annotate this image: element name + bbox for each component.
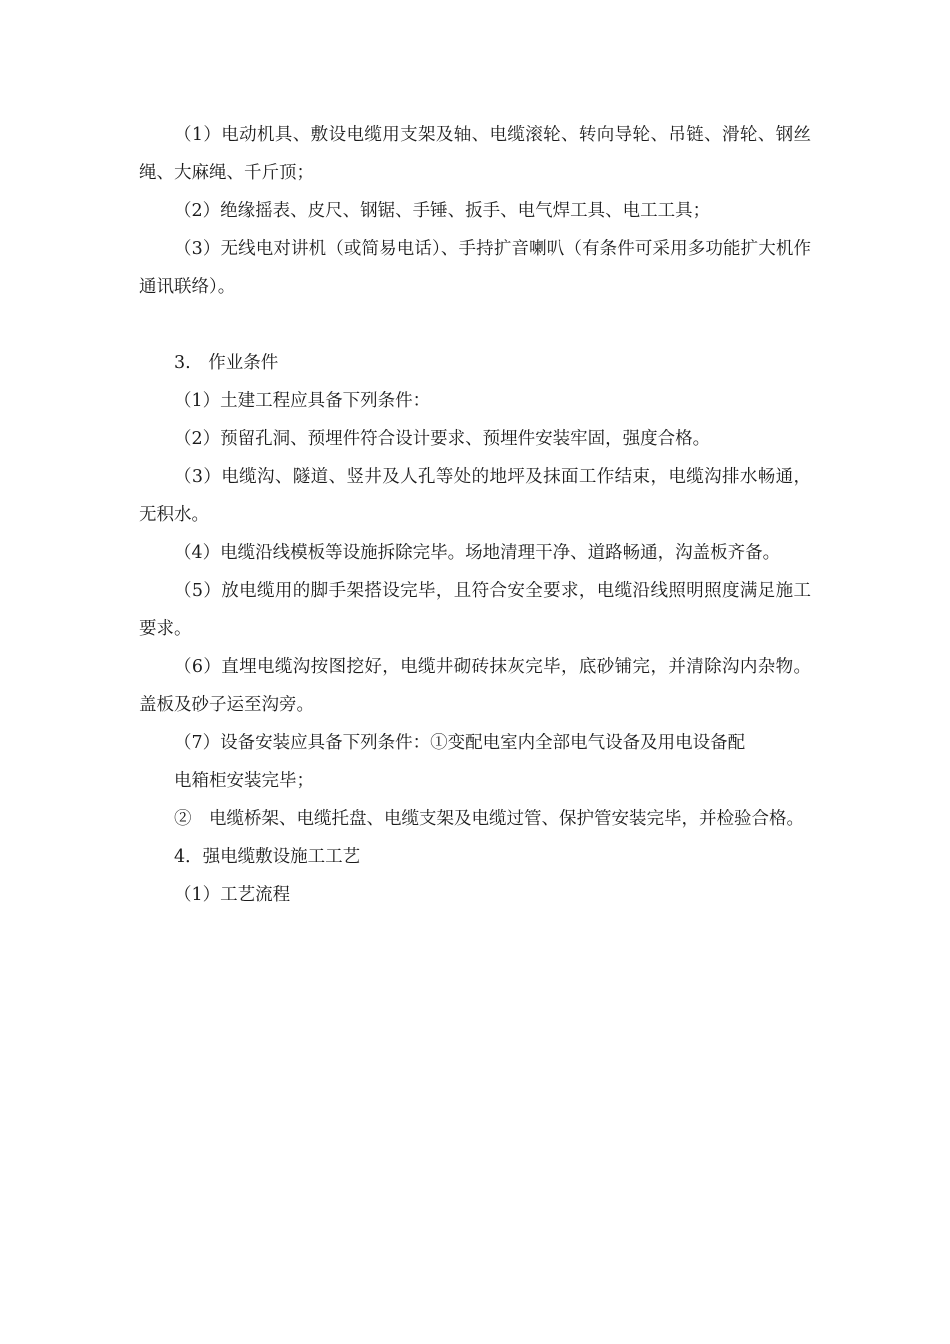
section-3-item-5: （5）放电缆用的脚手架搭设完毕，且符合安全要求，电缆沿线照明照度满足施工要求。 [139,581,811,639]
section-3-item-circle-2: ② 电缆桥架、电缆托盘、电缆支架及电缆过管、保护管安装完毕，并检验合格。 [174,809,804,829]
section-3-item-7: （7）设备安装应具备下列条件：①变配电室内全部电气设备及用电设备配 [174,733,746,753]
document-body [139,116,811,914]
section-4-item-1: （1）工艺流程 [174,885,291,905]
tools-item-3: （3）无线电对讲机（或简易电话）、手持扩音喇叭（有条件可采用多功能扩大机作通讯联络）。 [139,239,811,297]
section-4-heading: 4．强电缆敷设施工工艺 [174,847,361,867]
section-3-item-2: （2）预留孔洞、预埋件符合设计要求、预埋件安装牢固，强度合格。 [174,429,711,449]
tools-item-1: （1）电动机具、敷设电缆用支架及轴、电缆滚轮、转向导轮、吊链、滑轮、钢丝绳、大麻绳、千斤顶； [139,125,811,183]
section-3-item-3: （3）电缆沟、隧道、竖井及人孔等处的地坪及抹面工作结束，电缆沟排水畅通，无积水。 [139,467,811,525]
section-3-item-4: （4）电缆沿线模板等设施拆除完毕。场地清理干净、道路畅通，沟盖板齐备。 [174,543,781,563]
tools-item-2: （2）绝缘摇表、皮尺、钢锯、手锤、扳手、电气焊工具、电工工具； [174,201,711,221]
section-3-item-7-continued: 电箱柜安装完毕； [174,771,314,791]
section-3-item-1: （1）土建工程应具备下列条件： [174,391,431,411]
section-3-item-6: （6）直埋电缆沟按图挖好，电缆井砌砖抹灰完毕，底砂铺完，并清除沟内杂物。盖板及砂子运至沟旁。 [139,657,811,715]
paragraph-gap [139,306,811,344]
section-3-heading: 3. 作业条件 [174,353,279,373]
